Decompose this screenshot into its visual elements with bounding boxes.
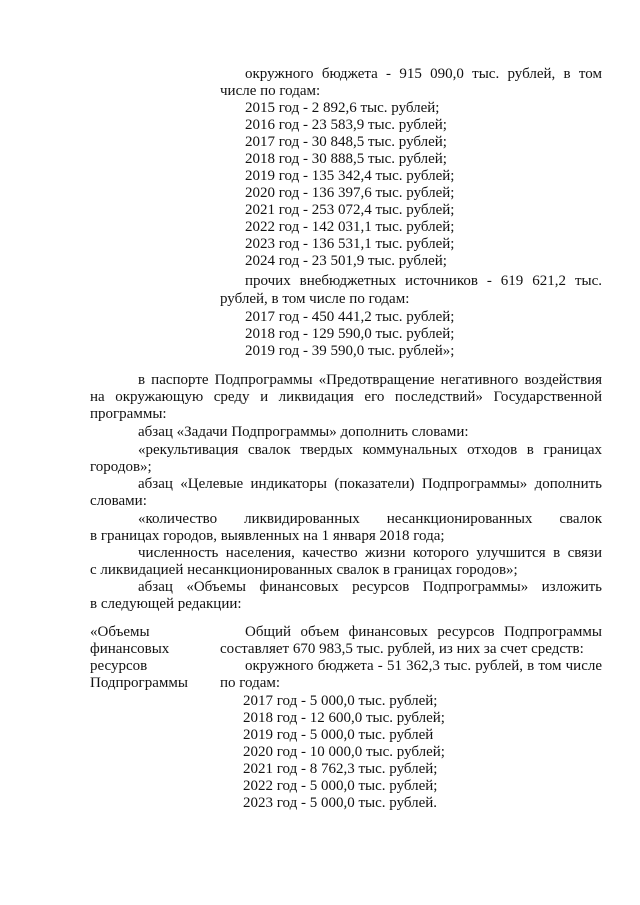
paragraph-line: в паспорте Подпрограммы «Предотвращение негативного воздействия [138, 372, 602, 388]
paragraph-line: «рекультивация свалок твердых коммунальных отходов в границах [138, 442, 602, 458]
finance-total-line: составляет 670 983,5 тыс. рублей, из них за счет средств: [220, 641, 584, 657]
paragraph-line: абзац «Задачи Подпрограммы» дополнить словами: [138, 424, 469, 440]
finance-district-line: окружного бюджета - 51 362,3 тыс. рублей, в том числе [245, 658, 602, 674]
other-sources-intro: рублей, в том числе по годам: [220, 291, 410, 307]
finance-year-line: 2021 год - 8 762,3 тыс. рублей; [243, 761, 438, 777]
budget-year-line: 2024 год - 23 501,9 тыс. рублей; [245, 253, 447, 269]
budget-year-line: 2019 год - 135 342,4 тыс. рублей; [245, 168, 455, 184]
paragraph-line: численность населения, качество жизни которого улучшится в связи [138, 545, 602, 561]
other-sources-line: прочих внебюджетных источников - 619 621,2 тыс. [245, 273, 602, 289]
other-year-line: 2019 год - 39 590,0 тыс. рублей»; [245, 343, 455, 359]
finance-district-line: по годам: [220, 675, 281, 691]
budget-year-line: 2016 год - 23 583,9 тыс. рублей; [245, 117, 447, 133]
finance-total-line: Общий объем финансовых ресурсов Подпрограммы [245, 624, 602, 640]
budget-year-line: 2023 год - 136 531,1 тыс. рублей; [245, 236, 455, 252]
budget-years-intro: числе по годам: [220, 83, 321, 99]
paragraph-line: в следующей редакции: [90, 596, 242, 612]
finance-year-line: 2023 год - 5 000,0 тыс. рублей. [243, 795, 438, 811]
finance-label-line: «Объемы [90, 624, 150, 640]
paragraph-line: словами: [90, 493, 147, 509]
budget-total-line: окружного бюджета - 915 090,0 тыс. рублей, в том [245, 66, 602, 82]
finance-year-line: 2022 год - 5 000,0 тыс. рублей; [243, 778, 438, 794]
paragraph-line: абзац «Объемы финансовых ресурсов Подпрограммы» изложить [138, 579, 602, 595]
paragraph-line: городов»; [90, 459, 152, 475]
paragraph-line: с ликвидацией несанкционированных свалок в границах городов»; [90, 562, 518, 578]
budget-year-line: 2017 год - 30 848,5 тыс. рублей; [245, 134, 447, 150]
budget-year-line: 2015 год - 2 892,6 тыс. рублей; [245, 100, 440, 116]
paragraph-line: в границах городов, выявленных на 1 января 2018 года; [90, 528, 445, 544]
budget-year-line: 2022 год - 142 031,1 тыс. рублей; [245, 219, 455, 235]
other-year-line: 2017 год - 450 441,2 тыс. рублей; [245, 309, 455, 325]
budget-year-line: 2021 год - 253 072,4 тыс. рублей; [245, 202, 455, 218]
finance-year-line: 2017 год - 5 000,0 тыс. рублей; [243, 693, 438, 709]
finance-year-line: 2020 год - 10 000,0 тыс. рублей; [243, 744, 445, 760]
paragraph-line: программы: [90, 406, 167, 422]
finance-label-line: Подпрограммы [90, 675, 188, 691]
paragraph-line: «количество ликвидированных несанкционированных свалок [138, 511, 602, 527]
paragraph-line: абзац «Целевые индикаторы (показатели) Подпрограммы» дополнить [138, 476, 602, 492]
finance-year-line: 2019 год - 5 000,0 тыс. рублей [243, 727, 434, 743]
paragraph-line: на окружающую среду и ликвидация его последствий» Государственной [90, 389, 602, 405]
finance-label-line: ресурсов [90, 658, 148, 674]
finance-year-line: 2018 год - 12 600,0 тыс. рублей; [243, 710, 445, 726]
finance-label-line: финансовых [90, 641, 170, 657]
budget-year-line: 2020 год - 136 397,6 тыс. рублей; [245, 185, 455, 201]
other-year-line: 2018 год - 129 590,0 тыс. рублей; [245, 326, 455, 342]
budget-year-line: 2018 год - 30 888,5 тыс. рублей; [245, 151, 447, 167]
